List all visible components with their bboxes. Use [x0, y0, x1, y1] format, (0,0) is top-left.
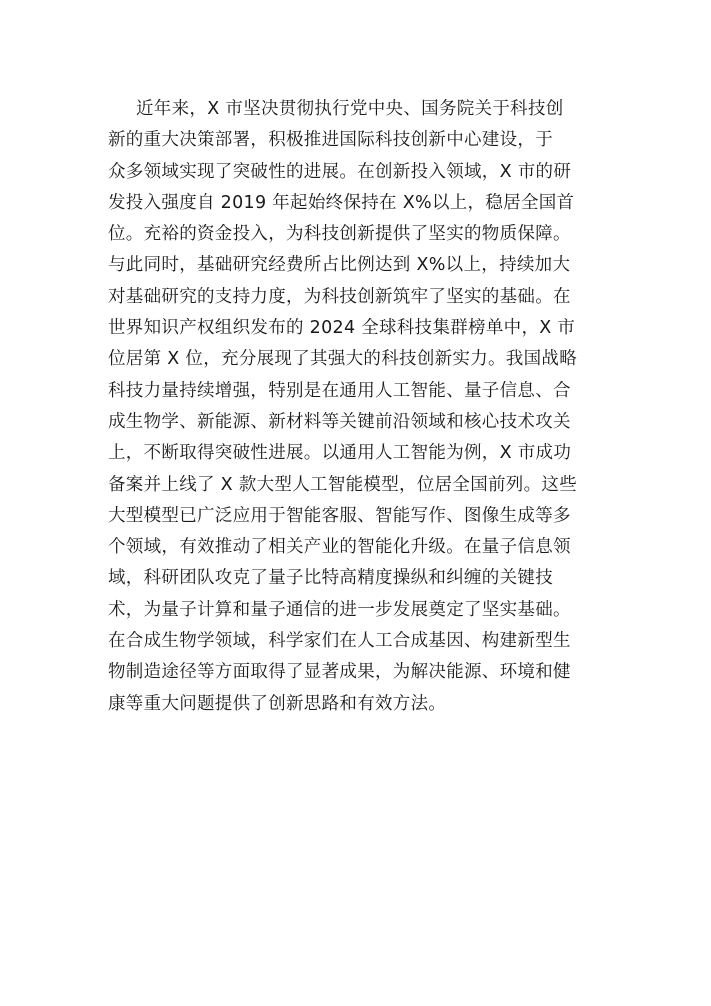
paragraph-line: 备案并上线了 X 款大型人工智能模型，位居全国前列。这些: [108, 474, 578, 495]
paragraph-line: 发投入强度自 2019 年起始终保持在 X%以上，稳居全国首: [108, 192, 575, 213]
paragraph-line: 对基础研究的支持力度，为科技创新筑牢了坚实的基础。在: [108, 286, 571, 307]
paragraph-line: 位居第 X 位，充分展现了其强大的科技创新实力。我国战略: [108, 349, 578, 370]
body-paragraph: [108, 94, 608, 720]
paragraph-line: 域，科研团队攻克了量子比特高精度操纵和纠缠的关键技: [108, 568, 553, 589]
paragraph-line: 术，为量子计算和量子通信的进一步发展奠定了坚实基础。: [108, 599, 571, 620]
paragraph-line: 新的重大决策部署，积极推进国际科技创新中心建设，于: [108, 130, 553, 151]
paragraph-line: 在合成生物学领域，科学家们在人工合成基因、构建新型生: [108, 631, 571, 652]
paragraph-line: 成生物学、新能源、新材料等关键前沿领域和核心技术攻关: [108, 411, 571, 432]
paragraph-line: 大型模型已广泛应用于智能客服、智能写作、图像生成等多: [108, 505, 571, 526]
paragraph-line: 科技力量持续增强，特别是在通用人工智能、量子信息、合: [108, 380, 571, 401]
paragraph-line: 个领域，有效推动了相关产业的智能化升级。在量子信息领: [108, 537, 571, 558]
paragraph-line: 近年来，X 市坚决贯彻执行党中央、国务院关于科技创: [136, 99, 564, 119]
paragraph-line: 与此同时，基础研究经费所占比例达到 X%以上，持续加大: [108, 255, 571, 276]
paragraph-line: 世界知识产权组织发布的 2024 全球科技集群榜单中，X 市: [108, 318, 576, 339]
paragraph-line: 上，不断取得突破性进展。以通用人工智能为例，X 市成功: [108, 443, 572, 464]
paragraph-line: 康等重大问题提供了创新思路和有效方法。: [108, 693, 447, 714]
paragraph-line: 物制造途径等方面取得了显著成果，为解决能源、环境和健: [108, 662, 571, 683]
paragraph-line: 位。充裕的资金投入，为科技创新提供了坚实的物质保障。: [108, 224, 571, 245]
paragraph-line: 众多领域实现了突破性的进展。在创新投入领域，X 市的研: [108, 161, 572, 182]
